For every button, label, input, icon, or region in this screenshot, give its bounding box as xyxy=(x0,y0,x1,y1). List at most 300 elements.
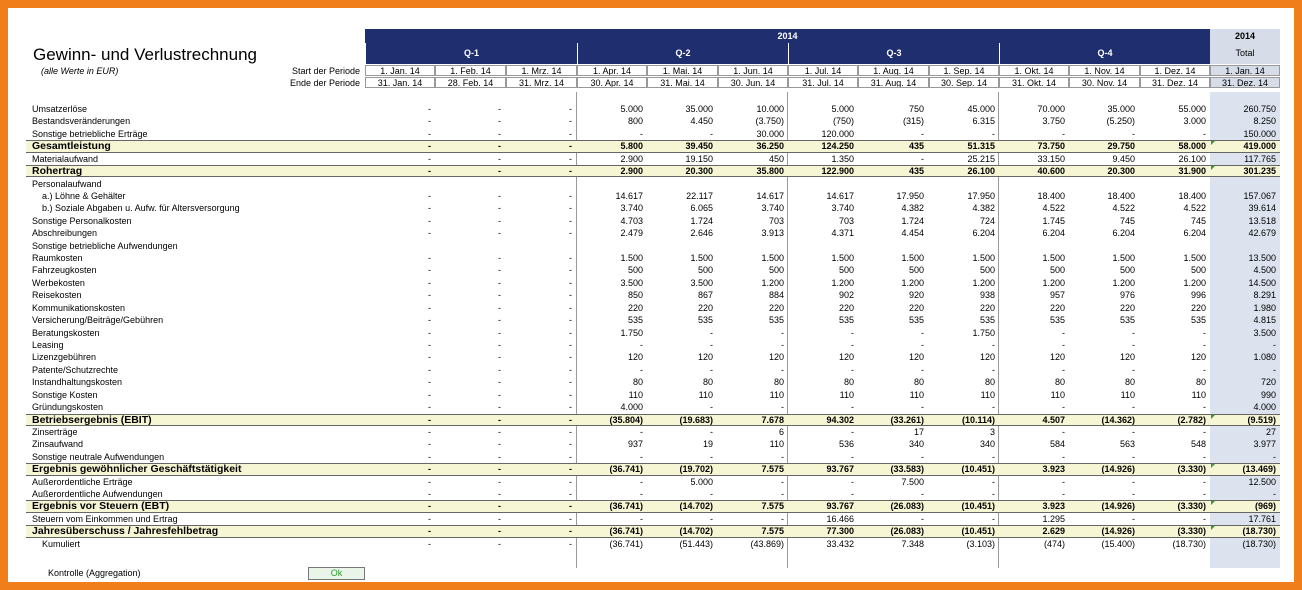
value-cell[interactable]: 1.500 xyxy=(761,253,784,264)
value-cell[interactable]: (36.741) xyxy=(609,501,643,512)
value-cell[interactable]: 4.450 xyxy=(690,116,713,127)
value-cell[interactable]: 8.250 xyxy=(1253,116,1276,127)
value-cell[interactable]: 13.500 xyxy=(1248,253,1276,264)
value-cell[interactable]: 4.522 xyxy=(1042,203,1065,214)
value-cell[interactable]: 12.500 xyxy=(1248,476,1276,487)
value-cell[interactable]: - xyxy=(640,339,643,350)
value-cell[interactable]: - xyxy=(1132,327,1135,338)
value-cell[interactable]: - xyxy=(498,327,501,338)
value-cell[interactable]: 1.750 xyxy=(620,327,643,338)
value-cell[interactable]: 6 xyxy=(778,426,784,437)
value-cell[interactable]: 157.067 xyxy=(1243,190,1276,201)
value-cell[interactable]: 110 xyxy=(980,389,995,400)
value-cell[interactable]: 1.200 xyxy=(1183,277,1206,288)
value-cell[interactable]: 3 xyxy=(989,426,995,437)
value-cell[interactable]: - xyxy=(1203,364,1206,375)
value-cell[interactable]: - xyxy=(569,513,572,524)
value-cell[interactable]: - xyxy=(781,513,784,524)
value-cell[interactable]: 535 xyxy=(979,315,995,326)
value-cell[interactable]: 4.382 xyxy=(901,203,924,214)
value-cell[interactable]: - xyxy=(1273,451,1276,462)
value-cell[interactable]: 35.000 xyxy=(1107,104,1135,114)
value-cell[interactable]: - xyxy=(498,489,501,500)
value-cell[interactable]: - xyxy=(428,339,431,350)
value-cell[interactable]: - xyxy=(710,451,713,462)
value-cell[interactable]: 18.400 xyxy=(1178,190,1206,201)
value-cell[interactable]: - xyxy=(498,513,501,524)
value-cell[interactable]: - xyxy=(569,166,572,177)
value-cell[interactable]: 42.679 xyxy=(1248,228,1276,239)
value-cell[interactable]: (19.683) xyxy=(679,414,713,425)
value-cell[interactable]: - xyxy=(1132,128,1135,139)
value-cell[interactable]: - xyxy=(428,402,431,413)
value-cell[interactable]: 110 xyxy=(698,389,713,400)
value-cell[interactable]: 110 xyxy=(769,389,784,400)
value-cell[interactable]: - xyxy=(781,402,784,413)
value-cell[interactable]: 14.500 xyxy=(1248,277,1276,288)
value-cell[interactable]: 80 xyxy=(1124,377,1135,388)
value-cell[interactable]: - xyxy=(428,228,431,239)
value-cell[interactable]: - xyxy=(428,153,431,164)
value-cell[interactable]: 535 xyxy=(697,315,713,326)
value-cell[interactable]: 33.150 xyxy=(1037,153,1065,164)
value-cell[interactable]: 1.350 xyxy=(831,153,854,164)
value-cell[interactable]: - xyxy=(851,364,854,375)
value-cell[interactable]: 435 xyxy=(908,166,924,177)
value-cell[interactable]: 120 xyxy=(838,352,854,363)
value-cell[interactable]: - xyxy=(569,104,572,114)
value-cell[interactable]: 720 xyxy=(1260,377,1276,388)
value-cell[interactable]: - xyxy=(428,476,431,487)
value-cell[interactable]: 1.200 xyxy=(901,277,924,288)
value-cell[interactable]: - xyxy=(992,364,995,375)
value-cell[interactable]: 26.100 xyxy=(1178,153,1206,164)
value-cell[interactable]: - xyxy=(498,215,501,226)
value-cell[interactable]: 150.000 xyxy=(1243,128,1276,139)
value-cell[interactable]: - xyxy=(710,339,713,350)
value-cell[interactable]: 26.100 xyxy=(967,166,995,177)
value-cell[interactable]: (3.330) xyxy=(1177,526,1206,537)
value-cell[interactable]: 563 xyxy=(1119,439,1135,450)
value-cell[interactable]: 17.761 xyxy=(1248,513,1276,524)
value-cell[interactable]: - xyxy=(710,426,713,437)
value-cell[interactable]: 120 xyxy=(627,352,643,363)
value-cell[interactable]: 8.291 xyxy=(1253,290,1276,301)
value-cell[interactable]: 6.065 xyxy=(690,203,713,214)
value-cell[interactable]: 16.466 xyxy=(826,513,854,524)
value-cell[interactable]: - xyxy=(1273,489,1276,500)
value-cell[interactable]: 29.750 xyxy=(1107,141,1135,152)
value-cell[interactable]: 990 xyxy=(1260,389,1276,400)
value-cell[interactable]: 6.204 xyxy=(972,228,995,239)
value-cell[interactable]: 6.315 xyxy=(972,116,995,127)
value-cell[interactable]: 122.900 xyxy=(821,166,854,177)
value-cell[interactable]: - xyxy=(992,451,995,462)
value-cell[interactable]: 2.479 xyxy=(620,228,643,239)
value-cell[interactable]: (474) xyxy=(1043,538,1065,549)
value-cell[interactable]: 4.500 xyxy=(1253,265,1276,276)
value-cell[interactable]: 55.000 xyxy=(1178,104,1206,114)
value-cell[interactable]: - xyxy=(498,426,501,437)
value-cell[interactable]: 20.300 xyxy=(685,166,713,177)
value-cell[interactable]: 17.950 xyxy=(896,190,924,201)
value-cell[interactable]: 80 xyxy=(773,377,784,388)
value-cell[interactable]: (36.741) xyxy=(609,538,643,549)
value-cell[interactable]: - xyxy=(428,141,431,152)
value-cell[interactable]: 45.000 xyxy=(967,104,995,114)
value-cell[interactable]: - xyxy=(428,464,431,475)
value-cell[interactable]: - xyxy=(569,476,572,487)
value-cell[interactable]: 4.000 xyxy=(620,402,643,413)
value-cell[interactable]: 1.200 xyxy=(761,277,784,288)
value-cell[interactable]: - xyxy=(569,414,572,425)
value-cell[interactable]: 7.500 xyxy=(901,476,924,487)
value-cell[interactable]: 548 xyxy=(1190,439,1206,450)
value-cell[interactable]: (10.451) xyxy=(961,464,995,475)
value-cell[interactable]: - xyxy=(498,352,501,363)
value-cell[interactable]: 996 xyxy=(1190,290,1206,301)
value-cell[interactable]: - xyxy=(921,327,924,338)
value-cell[interactable]: - xyxy=(498,339,501,350)
value-cell[interactable]: 1.500 xyxy=(1042,253,1065,264)
value-cell[interactable]: 724 xyxy=(979,215,995,226)
value-cell[interactable]: - xyxy=(1132,489,1135,500)
value-cell[interactable]: - xyxy=(710,489,713,500)
value-cell[interactable]: 220 xyxy=(627,302,643,313)
value-cell[interactable]: (14.926) xyxy=(1101,501,1135,512)
value-cell[interactable]: - xyxy=(428,439,431,450)
value-cell[interactable]: - xyxy=(640,364,643,375)
value-cell[interactable]: 3.923 xyxy=(1042,464,1065,475)
value-cell[interactable]: 220 xyxy=(1119,302,1135,313)
value-cell[interactable]: 301.235 xyxy=(1243,166,1276,177)
value-cell[interactable]: 80 xyxy=(984,377,995,388)
value-cell[interactable]: 6.204 xyxy=(1112,228,1135,239)
value-cell[interactable]: 5.000 xyxy=(620,104,643,114)
value-cell[interactable]: 9.450 xyxy=(1112,153,1135,164)
value-cell[interactable]: 920 xyxy=(908,290,924,301)
value-cell[interactable]: - xyxy=(498,464,501,475)
value-cell[interactable]: 3.923 xyxy=(1042,501,1065,512)
value-cell[interactable]: - xyxy=(569,153,572,164)
value-cell[interactable]: 500 xyxy=(979,265,995,276)
value-cell[interactable]: 884 xyxy=(768,290,784,301)
value-cell[interactable]: 535 xyxy=(1049,315,1065,326)
value-cell[interactable]: - xyxy=(498,364,501,375)
value-cell[interactable]: - xyxy=(640,451,643,462)
value-cell[interactable]: - xyxy=(851,402,854,413)
value-cell[interactable]: 500 xyxy=(697,265,713,276)
value-cell[interactable]: (14.362) xyxy=(1101,414,1135,425)
value-cell[interactable]: 7.575 xyxy=(761,501,784,512)
value-cell[interactable]: (3.103) xyxy=(966,538,995,549)
value-cell[interactable]: - xyxy=(569,339,572,350)
value-cell[interactable]: 535 xyxy=(627,315,643,326)
value-cell[interactable]: - xyxy=(569,215,572,226)
value-cell[interactable]: - xyxy=(851,327,854,338)
value-cell[interactable]: (10.451) xyxy=(961,526,995,537)
value-cell[interactable]: - xyxy=(921,513,924,524)
value-cell[interactable]: 120.000 xyxy=(821,128,854,139)
value-cell[interactable]: - xyxy=(428,128,431,139)
value-cell[interactable]: 18.400 xyxy=(1037,190,1065,201)
value-cell[interactable]: 110 xyxy=(1120,389,1135,400)
value-cell[interactable]: 220 xyxy=(979,302,995,313)
value-cell[interactable]: 124.250 xyxy=(821,141,854,152)
value-cell[interactable]: 80 xyxy=(702,377,713,388)
value-cell[interactable]: - xyxy=(851,489,854,500)
value-cell[interactable]: 340 xyxy=(908,439,924,450)
value-cell[interactable]: 14.617 xyxy=(756,190,784,201)
value-cell[interactable]: 2.646 xyxy=(690,228,713,239)
value-cell[interactable]: - xyxy=(498,166,501,177)
value-cell[interactable]: 535 xyxy=(768,315,784,326)
value-cell[interactable]: 976 xyxy=(1119,290,1135,301)
value-cell[interactable]: (3.330) xyxy=(1177,464,1206,475)
value-cell[interactable]: 536 xyxy=(838,439,854,450)
value-cell[interactable]: 3.500 xyxy=(620,277,643,288)
value-cell[interactable]: - xyxy=(781,476,784,487)
value-cell[interactable]: - xyxy=(428,451,431,462)
value-cell[interactable]: - xyxy=(992,513,995,524)
value-cell[interactable]: - xyxy=(428,526,431,537)
value-cell[interactable]: - xyxy=(428,364,431,375)
value-cell[interactable]: (13.469) xyxy=(1242,464,1276,475)
value-cell[interactable]: 2.900 xyxy=(620,166,643,177)
value-cell[interactable]: 1.500 xyxy=(1183,253,1206,264)
value-cell[interactable]: 39.450 xyxy=(685,141,713,152)
value-cell[interactable]: 3.500 xyxy=(1253,327,1276,338)
value-cell[interactable]: - xyxy=(1062,327,1065,338)
value-cell[interactable]: - xyxy=(428,104,431,114)
value-cell[interactable]: 1.724 xyxy=(901,215,924,226)
value-cell[interactable]: - xyxy=(1062,364,1065,375)
value-cell[interactable]: 500 xyxy=(1190,265,1206,276)
value-cell[interactable]: 220 xyxy=(1190,302,1206,313)
value-cell[interactable]: 4.522 xyxy=(1183,203,1206,214)
value-cell[interactable]: 3.750 xyxy=(1042,116,1065,127)
value-cell[interactable]: 94.302 xyxy=(826,414,854,425)
value-cell[interactable]: (5.250) xyxy=(1106,116,1135,127)
value-cell[interactable]: 7.678 xyxy=(761,414,784,425)
value-cell[interactable]: 535 xyxy=(1119,315,1135,326)
value-cell[interactable]: - xyxy=(428,327,431,338)
value-cell[interactable]: - xyxy=(1062,426,1065,437)
value-cell[interactable]: 110 xyxy=(1050,389,1065,400)
value-cell[interactable]: 703 xyxy=(768,215,784,226)
value-cell[interactable]: (35.804) xyxy=(609,414,643,425)
value-cell[interactable]: 22.117 xyxy=(686,190,713,201)
value-cell[interactable]: - xyxy=(710,402,713,413)
value-cell[interactable]: 39.614 xyxy=(1248,203,1276,214)
value-cell[interactable]: (14.702) xyxy=(679,526,713,537)
value-cell[interactable]: (10.114) xyxy=(961,414,995,425)
value-cell[interactable]: - xyxy=(569,538,572,549)
value-cell[interactable]: 5.000 xyxy=(690,476,713,487)
value-cell[interactable]: 20.300 xyxy=(1107,166,1135,177)
value-cell[interactable]: - xyxy=(428,414,431,425)
value-cell[interactable]: 19.150 xyxy=(685,153,713,164)
value-cell[interactable]: - xyxy=(569,302,572,313)
value-cell[interactable]: 25.215 xyxy=(967,153,995,164)
value-cell[interactable]: 902 xyxy=(838,290,854,301)
value-cell[interactable]: (18.730) xyxy=(1242,526,1276,537)
value-cell[interactable]: (19.702) xyxy=(679,464,713,475)
value-cell[interactable]: - xyxy=(428,538,431,549)
value-cell[interactable]: 745 xyxy=(1190,215,1206,226)
value-cell[interactable]: 2.629 xyxy=(1042,526,1065,537)
value-cell[interactable]: 80 xyxy=(1054,377,1065,388)
value-cell[interactable]: - xyxy=(428,203,431,214)
value-cell[interactable]: - xyxy=(1203,426,1206,437)
value-cell[interactable]: - xyxy=(428,277,431,288)
value-cell[interactable]: - xyxy=(1203,402,1206,413)
value-cell[interactable]: - xyxy=(921,451,924,462)
value-cell[interactable]: 120 xyxy=(1119,352,1135,363)
value-cell[interactable]: 4.382 xyxy=(972,203,995,214)
value-cell[interactable]: 80 xyxy=(1195,377,1206,388)
value-cell[interactable]: 450 xyxy=(768,153,784,164)
value-cell[interactable]: (33.261) xyxy=(890,414,924,425)
value-cell[interactable]: 7.348 xyxy=(901,538,924,549)
value-cell[interactable]: - xyxy=(851,476,854,487)
value-cell[interactable]: - xyxy=(569,364,572,375)
value-cell[interactable]: 1.080 xyxy=(1253,352,1276,363)
value-cell[interactable]: 80 xyxy=(913,377,924,388)
value-cell[interactable]: - xyxy=(569,128,572,139)
value-cell[interactable]: - xyxy=(1062,489,1065,500)
value-cell[interactable]: 220 xyxy=(838,302,854,313)
value-cell[interactable]: 14.617 xyxy=(826,190,854,201)
value-cell[interactable]: - xyxy=(498,277,501,288)
value-cell[interactable]: - xyxy=(498,439,501,450)
value-cell[interactable]: - xyxy=(921,402,924,413)
value-cell[interactable]: - xyxy=(1203,489,1206,500)
value-cell[interactable]: (14.926) xyxy=(1101,464,1135,475)
value-cell[interactable]: - xyxy=(710,128,713,139)
value-cell[interactable]: 35.800 xyxy=(756,166,784,177)
value-cell[interactable]: 110 xyxy=(1191,389,1206,400)
value-cell[interactable]: (51.443) xyxy=(679,538,713,549)
value-cell[interactable]: - xyxy=(569,141,572,152)
value-cell[interactable]: 120 xyxy=(1049,352,1065,363)
value-cell[interactable]: - xyxy=(428,190,431,201)
value-cell[interactable]: 110 xyxy=(628,389,643,400)
value-cell[interactable]: - xyxy=(428,116,431,127)
value-cell[interactable]: 500 xyxy=(627,265,643,276)
value-cell[interactable]: 3.740 xyxy=(620,203,643,214)
value-cell[interactable]: - xyxy=(921,128,924,139)
value-cell[interactable]: - xyxy=(569,116,572,127)
value-cell[interactable]: 1.500 xyxy=(620,253,643,264)
value-cell[interactable]: - xyxy=(498,377,501,388)
value-cell[interactable]: 6.204 xyxy=(1042,228,1065,239)
value-cell[interactable]: 3.740 xyxy=(761,203,784,214)
value-cell[interactable]: - xyxy=(498,526,501,537)
value-cell[interactable]: - xyxy=(781,489,784,500)
value-cell[interactable]: 1.500 xyxy=(901,253,924,264)
value-cell[interactable]: - xyxy=(1132,451,1135,462)
value-cell[interactable]: 220 xyxy=(768,302,784,313)
value-cell[interactable]: 3.913 xyxy=(761,228,784,239)
value-cell[interactable]: - xyxy=(992,339,995,350)
value-cell[interactable]: - xyxy=(640,476,643,487)
value-cell[interactable]: 73.750 xyxy=(1037,141,1065,152)
value-cell[interactable]: 3.000 xyxy=(1183,116,1206,127)
value-cell[interactable]: (26.083) xyxy=(890,526,924,537)
value-cell[interactable]: - xyxy=(992,402,995,413)
value-cell[interactable]: 27 xyxy=(1265,426,1276,437)
value-cell[interactable]: 584 xyxy=(1049,439,1065,450)
value-cell[interactable]: 1.724 xyxy=(690,215,713,226)
value-cell[interactable]: - xyxy=(498,476,501,487)
value-cell[interactable]: - xyxy=(498,253,501,264)
value-cell[interactable]: 220 xyxy=(697,302,713,313)
value-cell[interactable]: - xyxy=(1062,339,1065,350)
value-cell[interactable]: 500 xyxy=(768,265,784,276)
value-cell[interactable]: - xyxy=(428,352,431,363)
value-cell[interactable]: 1.200 xyxy=(831,277,854,288)
value-cell[interactable]: - xyxy=(428,302,431,313)
value-cell[interactable]: 93.767 xyxy=(826,501,854,512)
value-cell[interactable]: 937 xyxy=(627,439,643,450)
value-cell[interactable]: - xyxy=(498,228,501,239)
value-cell[interactable]: 51.315 xyxy=(967,141,995,152)
value-cell[interactable]: (3.750) xyxy=(755,116,784,127)
value-cell[interactable]: 260.750 xyxy=(1243,104,1276,114)
value-cell[interactable]: - xyxy=(569,426,572,437)
value-cell[interactable]: - xyxy=(569,464,572,475)
value-cell[interactable]: 703 xyxy=(838,215,854,226)
value-cell[interactable]: 5.000 xyxy=(831,104,854,114)
value-cell[interactable]: 120 xyxy=(1190,352,1206,363)
value-cell[interactable]: - xyxy=(781,339,784,350)
value-cell[interactable]: - xyxy=(498,315,501,326)
value-cell[interactable]: - xyxy=(1062,402,1065,413)
value-cell[interactable]: - xyxy=(498,153,501,164)
value-cell[interactable]: - xyxy=(569,327,572,338)
value-cell[interactable]: 93.767 xyxy=(826,464,854,475)
value-cell[interactable]: 435 xyxy=(908,141,924,152)
value-cell[interactable]: - xyxy=(569,253,572,264)
value-cell[interactable]: - xyxy=(569,402,572,413)
value-cell[interactable]: - xyxy=(640,426,643,437)
value-cell[interactable]: - xyxy=(569,290,572,301)
value-cell[interactable]: 419.000 xyxy=(1243,141,1276,152)
value-cell[interactable]: (36.741) xyxy=(609,464,643,475)
value-cell[interactable]: - xyxy=(428,501,431,512)
value-cell[interactable]: 500 xyxy=(838,265,854,276)
value-cell[interactable]: 3.977 xyxy=(1253,439,1276,450)
value-cell[interactable]: - xyxy=(851,339,854,350)
value-cell[interactable]: - xyxy=(498,389,501,400)
value-cell[interactable]: - xyxy=(569,352,572,363)
value-cell[interactable]: - xyxy=(1203,513,1206,524)
value-cell[interactable]: 30.000 xyxy=(756,128,784,139)
value-cell[interactable]: 77.300 xyxy=(826,526,854,537)
value-cell[interactable]: - xyxy=(781,364,784,375)
value-cell[interactable]: - xyxy=(992,489,995,500)
value-cell[interactable]: (26.083) xyxy=(890,501,924,512)
value-cell[interactable]: - xyxy=(428,265,431,276)
value-cell[interactable]: (9.519) xyxy=(1247,414,1276,425)
value-cell[interactable]: - xyxy=(640,513,643,524)
value-cell[interactable]: 500 xyxy=(908,265,924,276)
value-cell[interactable]: - xyxy=(921,364,924,375)
value-cell[interactable]: 535 xyxy=(1190,315,1206,326)
value-cell[interactable]: - xyxy=(498,538,501,549)
value-cell[interactable]: - xyxy=(498,116,501,127)
